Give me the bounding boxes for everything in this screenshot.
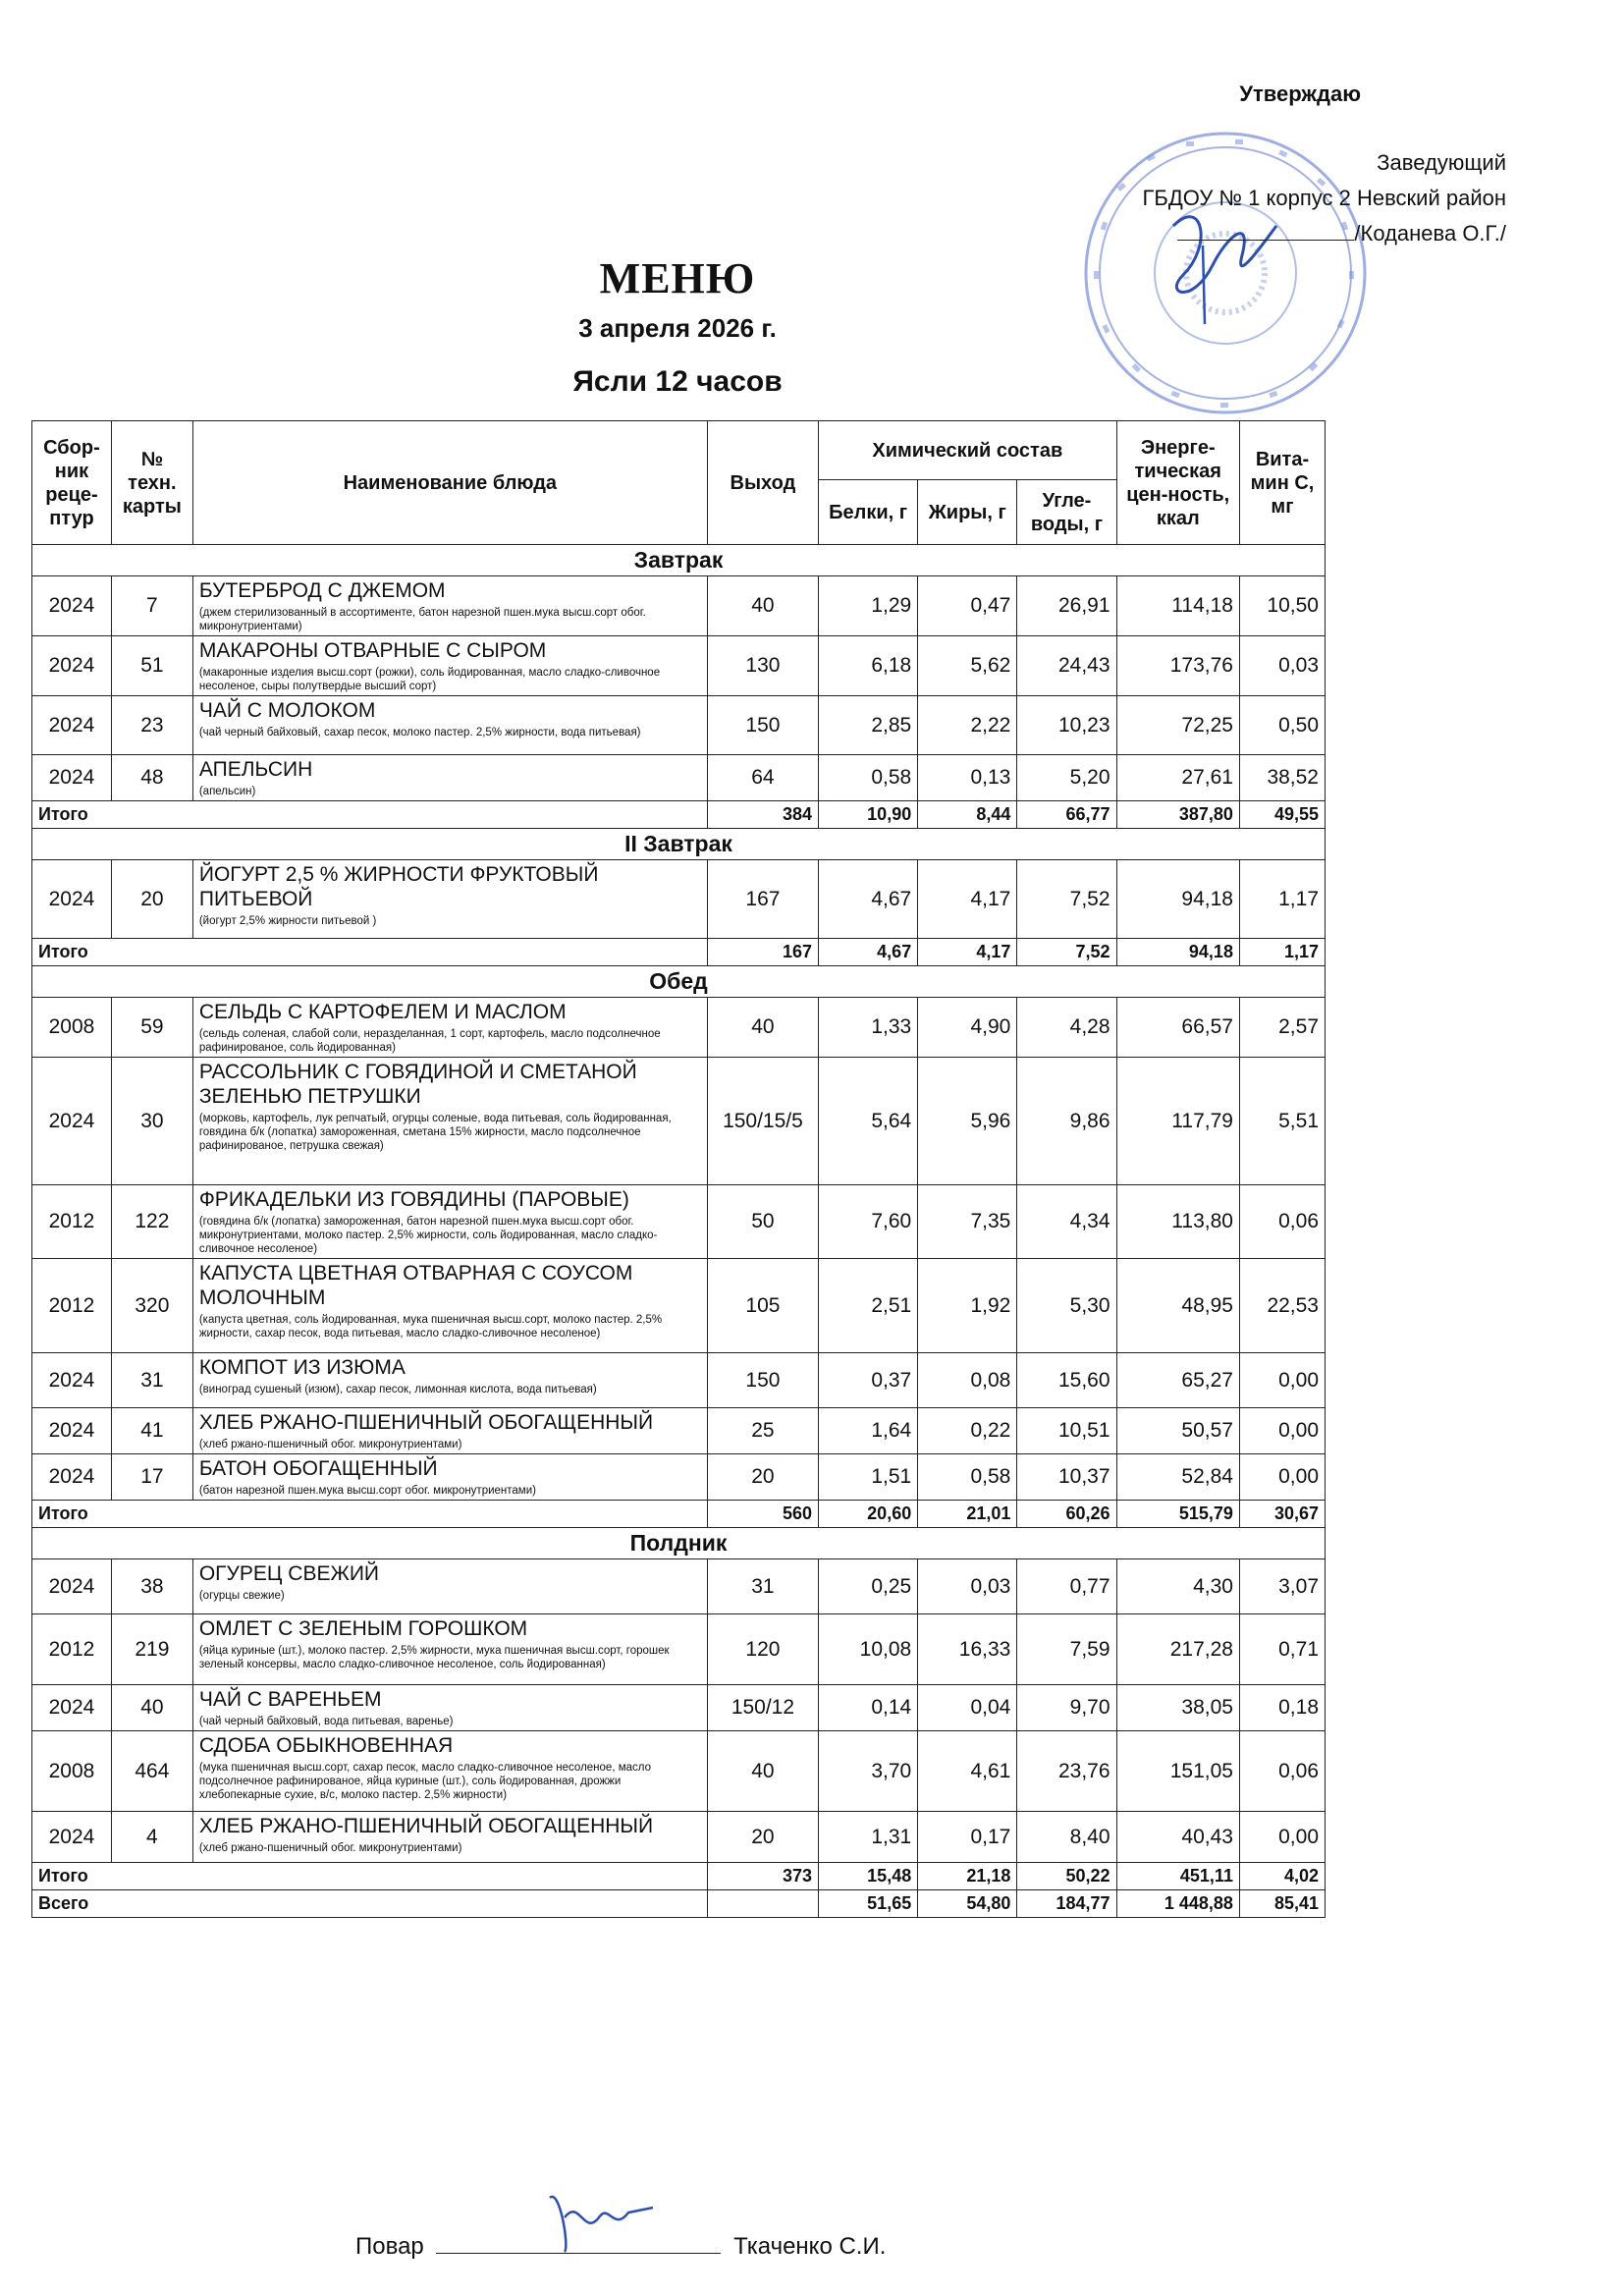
tech-card-cell: 41 bbox=[111, 1408, 192, 1454]
fat-cell: 4,17 bbox=[918, 860, 1017, 939]
approver-position: Заведующий bbox=[1377, 150, 1506, 175]
total-energy: 515,79 bbox=[1116, 1501, 1239, 1528]
carbs-cell: 0,77 bbox=[1017, 1559, 1116, 1614]
energy-cell: 40,43 bbox=[1116, 1812, 1239, 1863]
vitamin-cell: 2,57 bbox=[1239, 998, 1325, 1058]
total-label: Итого bbox=[32, 939, 708, 966]
dish-ingredients: (йогурт 2,5% жирности питьевой ) bbox=[198, 915, 377, 927]
table-row bbox=[32, 576, 1326, 636]
fat-cell: 0,08 bbox=[918, 1353, 1017, 1408]
protein-cell: 1,33 bbox=[819, 998, 918, 1058]
fat-cell: 0,47 bbox=[918, 576, 1017, 636]
grand-total-fat: 54,80 bbox=[918, 1890, 1017, 1918]
carbs-cell: 5,30 bbox=[1017, 1259, 1116, 1353]
protein-cell: 0,37 bbox=[819, 1353, 918, 1408]
dish-ingredients: (апельсин) bbox=[198, 786, 256, 797]
total-energy: 94,18 bbox=[1116, 939, 1239, 966]
approval-block bbox=[1142, 77, 1506, 251]
fat-cell: 1,92 bbox=[918, 1259, 1017, 1353]
total-label: Итого bbox=[32, 1501, 708, 1528]
energy-cell: 52,84 bbox=[1116, 1454, 1239, 1501]
dish-name: ОГУРЕЦ СВЕЖИЙ bbox=[198, 1562, 380, 1585]
footer bbox=[355, 2227, 886, 2261]
approver-signature-line bbox=[1177, 216, 1354, 241]
table-row bbox=[32, 998, 1326, 1058]
protein-cell: 1,51 bbox=[819, 1454, 918, 1501]
table-row bbox=[32, 636, 1326, 696]
dish-cell bbox=[192, 1185, 707, 1259]
dish-ingredients: (макаронные изделия высш.сорт (рожки), соль йодированная, масло сладко-сливочное несоленое, сыры полутвердые высший сорт) bbox=[198, 667, 661, 692]
dish-cell bbox=[192, 1454, 707, 1501]
page-title: МЕНЮ bbox=[599, 254, 756, 302]
section-title: II Завтрак bbox=[32, 829, 1326, 860]
table-row bbox=[32, 1559, 1326, 1614]
vitamin-cell: 0,00 bbox=[1239, 1454, 1325, 1501]
fat-cell: 4,61 bbox=[918, 1731, 1017, 1812]
total-label: Итого bbox=[32, 801, 708, 829]
dish-cell bbox=[192, 1559, 707, 1614]
energy-cell: 151,05 bbox=[1116, 1731, 1239, 1812]
recipe-book-cell: 2024 bbox=[32, 696, 112, 755]
fat-cell: 5,62 bbox=[918, 636, 1017, 696]
dish-ingredients: (огурцы свежие) bbox=[198, 1590, 285, 1602]
recipe-book-cell: 2024 bbox=[32, 755, 112, 801]
section-header-row bbox=[32, 1528, 1326, 1559]
cook-name: Ткаченко С.И. bbox=[733, 2233, 887, 2260]
recipe-book-cell: 2024 bbox=[32, 1812, 112, 1863]
total-output: 384 bbox=[707, 801, 818, 829]
carbs-cell: 26,91 bbox=[1017, 576, 1116, 636]
dish-name: СДОБА ОБЫКНОВЕННАЯ bbox=[198, 1734, 454, 1757]
protein-cell: 1,31 bbox=[819, 1812, 918, 1863]
protein-cell: 6,18 bbox=[819, 636, 918, 696]
tech-card-cell: 320 bbox=[111, 1259, 192, 1353]
dish-ingredients: (батон нарезной пшен.мука высш.сорт обог. микронутриентами) bbox=[198, 1485, 536, 1497]
total-output: 167 bbox=[707, 939, 818, 966]
table-row bbox=[32, 1058, 1326, 1185]
energy-cell: 114,18 bbox=[1116, 576, 1239, 636]
fat-cell: 16,33 bbox=[918, 1614, 1017, 1685]
section-title: Обед bbox=[32, 966, 1326, 998]
energy-cell: 27,61 bbox=[1116, 755, 1239, 801]
tech-card-cell: 464 bbox=[111, 1731, 192, 1812]
recipe-book-cell: 2012 bbox=[32, 1614, 112, 1685]
recipe-book-cell: 2024 bbox=[32, 1559, 112, 1614]
carbs-cell: 8,40 bbox=[1017, 1812, 1116, 1863]
vitamin-cell: 0,50 bbox=[1239, 696, 1325, 755]
output-cell: 40 bbox=[707, 998, 818, 1058]
dish-ingredients: (мука пшеничная высш.сорт, сахар песок, масло сладко-сливочное несоленое, масло подсолнечное рафинированое, яйца куриные (шт.), соль йодированная, дрожжи хлебопекарные сухие, в/с, молоко пастер. 2,5% жирности) bbox=[198, 1762, 652, 1801]
tech-card-cell: 219 bbox=[111, 1614, 192, 1685]
total-output: 560 bbox=[707, 1501, 818, 1528]
grand-total-output bbox=[707, 1890, 818, 1918]
recipe-book-cell: 2008 bbox=[32, 1731, 112, 1812]
header-chem: Химический состав bbox=[819, 421, 1116, 480]
header-book: Сбор-ник реце-птур bbox=[32, 421, 112, 545]
section-header-row bbox=[32, 966, 1326, 998]
vitamin-cell: 0,03 bbox=[1239, 636, 1325, 696]
output-cell: 130 bbox=[707, 636, 818, 696]
total-row bbox=[32, 1863, 1326, 1890]
fat-cell: 0,13 bbox=[918, 755, 1017, 801]
recipe-book-cell: 2024 bbox=[32, 1353, 112, 1408]
grand-total-energy: 1 448,88 bbox=[1116, 1890, 1239, 1918]
menu-table bbox=[31, 420, 1326, 1918]
carbs-cell: 5,20 bbox=[1017, 755, 1116, 801]
carbs-cell: 23,76 bbox=[1017, 1731, 1116, 1812]
protein-cell: 2,85 bbox=[819, 696, 918, 755]
table-row bbox=[32, 755, 1326, 801]
energy-cell: 113,80 bbox=[1116, 1185, 1239, 1259]
energy-cell: 50,57 bbox=[1116, 1408, 1239, 1454]
recipe-book-cell: 2024 bbox=[32, 1454, 112, 1501]
output-cell: 40 bbox=[707, 576, 818, 636]
tech-card-cell: 51 bbox=[111, 636, 192, 696]
section-title: Завтрак bbox=[32, 545, 1326, 576]
energy-cell: 4,30 bbox=[1116, 1559, 1239, 1614]
dish-ingredients: (хлеб ржано-пшеничный обог. микронутриентами) bbox=[198, 1439, 462, 1450]
dish-name: СЕЛЬДЬ С КАРТОФЕЛЕМ И МАСЛОМ bbox=[198, 1001, 567, 1023]
energy-cell: 94,18 bbox=[1116, 860, 1239, 939]
table-row bbox=[32, 1731, 1326, 1812]
dish-name: БУТЕРБРОД С ДЖЕМОМ bbox=[198, 579, 446, 602]
total-energy: 451,11 bbox=[1116, 1863, 1239, 1890]
total-fat: 8,44 bbox=[918, 801, 1017, 829]
dish-cell bbox=[192, 636, 707, 696]
carbs-cell: 9,86 bbox=[1017, 1058, 1116, 1185]
vitamin-cell: 0,00 bbox=[1239, 1408, 1325, 1454]
approver-name: /Коданева О.Г./ bbox=[1354, 221, 1506, 246]
dish-cell bbox=[192, 696, 707, 755]
vitamin-cell: 3,07 bbox=[1239, 1559, 1325, 1614]
fat-cell: 0,22 bbox=[918, 1408, 1017, 1454]
output-cell: 31 bbox=[707, 1559, 818, 1614]
dish-cell bbox=[192, 1685, 707, 1731]
energy-cell: 38,05 bbox=[1116, 1685, 1239, 1731]
total-row bbox=[32, 801, 1326, 829]
output-cell: 25 bbox=[707, 1408, 818, 1454]
output-cell: 120 bbox=[707, 1614, 818, 1685]
table-row bbox=[32, 1408, 1326, 1454]
dish-name: КАПУСТА ЦВЕТНАЯ ОТВАРНАЯ С СОУСОМ МОЛОЧНЫМ bbox=[198, 1262, 633, 1309]
output-cell: 20 bbox=[707, 1812, 818, 1863]
vitamin-cell: 22,53 bbox=[1239, 1259, 1325, 1353]
output-cell: 40 bbox=[707, 1731, 818, 1812]
section-title: Полдник bbox=[32, 1528, 1326, 1559]
fat-cell: 5,96 bbox=[918, 1058, 1017, 1185]
carbs-cell: 4,28 bbox=[1017, 998, 1116, 1058]
protein-cell: 1,64 bbox=[819, 1408, 918, 1454]
table-row bbox=[32, 1259, 1326, 1353]
total-vitamin: 49,55 bbox=[1239, 801, 1325, 829]
vitamin-cell: 0,06 bbox=[1239, 1185, 1325, 1259]
dish-cell bbox=[192, 1812, 707, 1863]
output-cell: 105 bbox=[707, 1259, 818, 1353]
total-output: 373 bbox=[707, 1863, 818, 1890]
energy-cell: 72,25 bbox=[1116, 696, 1239, 755]
output-cell: 150 bbox=[707, 696, 818, 755]
vitamin-cell: 0,06 bbox=[1239, 1731, 1325, 1812]
vitamin-cell: 0,71 bbox=[1239, 1614, 1325, 1685]
dish-cell bbox=[192, 576, 707, 636]
recipe-book-cell: 2008 bbox=[32, 998, 112, 1058]
dish-cell bbox=[192, 1259, 707, 1353]
cook-signature-line bbox=[436, 2227, 721, 2254]
carbs-cell: 7,52 bbox=[1017, 860, 1116, 939]
energy-cell: 48,95 bbox=[1116, 1259, 1239, 1353]
fat-cell: 0,58 bbox=[918, 1454, 1017, 1501]
menu-date: 3 апреля 2026 г. bbox=[578, 313, 777, 343]
table-row bbox=[32, 696, 1326, 755]
recipe-book-cell: 2024 bbox=[32, 1685, 112, 1731]
grand-total-protein: 51,65 bbox=[819, 1890, 918, 1918]
energy-cell: 173,76 bbox=[1116, 636, 1239, 696]
fat-cell: 7,35 bbox=[918, 1185, 1017, 1259]
table-row bbox=[32, 1185, 1326, 1259]
dish-name: ХЛЕБ РЖАНО-ПШЕНИЧНЫЙ ОБОГАЩЕННЫЙ bbox=[198, 1815, 654, 1837]
tech-card-cell: 4 bbox=[111, 1812, 192, 1863]
protein-cell: 0,14 bbox=[819, 1685, 918, 1731]
output-cell: 167 bbox=[707, 860, 818, 939]
total-row bbox=[32, 1501, 1326, 1528]
output-cell: 20 bbox=[707, 1454, 818, 1501]
fat-cell: 2,22 bbox=[918, 696, 1017, 755]
tech-card-cell: 23 bbox=[111, 696, 192, 755]
total-fat: 21,01 bbox=[918, 1501, 1017, 1528]
total-carbs: 66,77 bbox=[1017, 801, 1116, 829]
title-block bbox=[471, 253, 884, 399]
energy-cell: 117,79 bbox=[1116, 1058, 1239, 1185]
total-row bbox=[32, 939, 1326, 966]
dish-ingredients: (хлеб ржано-пшеничный обог. микронутриентами) bbox=[198, 1842, 462, 1854]
dish-name: БАТОН ОБОГАЩЕННЫЙ bbox=[198, 1457, 438, 1480]
dish-name: МАКАРОНЫ ОТВАРНЫЕ С СЫРОМ bbox=[198, 639, 547, 662]
header-card: № техн. карты bbox=[111, 421, 192, 545]
header-protein: Белки, г bbox=[819, 480, 918, 545]
recipe-book-cell: 2012 bbox=[32, 1185, 112, 1259]
total-carbs: 7,52 bbox=[1017, 939, 1116, 966]
fat-cell: 0,03 bbox=[918, 1559, 1017, 1614]
tech-card-cell: 7 bbox=[111, 576, 192, 636]
recipe-book-cell: 2012 bbox=[32, 1259, 112, 1353]
tech-card-cell: 31 bbox=[111, 1353, 192, 1408]
recipe-book-cell: 2024 bbox=[32, 576, 112, 636]
dish-cell bbox=[192, 755, 707, 801]
vitamin-cell: 0,18 bbox=[1239, 1685, 1325, 1731]
total-fat: 4,17 bbox=[918, 939, 1017, 966]
dish-cell bbox=[192, 1353, 707, 1408]
carbs-cell: 9,70 bbox=[1017, 1685, 1116, 1731]
carbs-cell: 10,23 bbox=[1017, 696, 1116, 755]
tech-card-cell: 30 bbox=[111, 1058, 192, 1185]
dish-name: ФРИКАДЕЛЬКИ ИЗ ГОВЯДИНЫ (ПАРОВЫЕ) bbox=[198, 1188, 629, 1211]
dish-name: РАССОЛЬНИК С ГОВЯДИНОЙ И СМЕТАНОЙ ЗЕЛЕНЬЮ ПЕТРУШКИ bbox=[198, 1061, 637, 1108]
carbs-cell: 24,43 bbox=[1017, 636, 1116, 696]
energy-cell: 217,28 bbox=[1116, 1614, 1239, 1685]
grand-total-carbs: 184,77 bbox=[1017, 1890, 1116, 1918]
header-energy: Энерге-тическая цен-ность, ккал bbox=[1116, 421, 1239, 545]
tech-card-cell: 17 bbox=[111, 1454, 192, 1501]
total-protein: 20,60 bbox=[819, 1501, 918, 1528]
dish-ingredients: (яйца куриные (шт.), молоко пастер. 2,5% жирности, мука пшеничная высш.сорт, горошек зеленый консервы, масло сладко-сливочное несоленое, соль йодированная) bbox=[198, 1645, 670, 1670]
dish-ingredients: (морковь, картофель, лук репчатый, огурцы соленые, вода питьевая, соль йодированная, говядина б/к (лопатка) замороженная, сметана 15% жирности, масло подсолнечное рафинированое, петрушка свежая) bbox=[198, 1113, 672, 1152]
protein-cell: 5,64 bbox=[819, 1058, 918, 1185]
recipe-book-cell: 2024 bbox=[32, 1058, 112, 1185]
menu-body bbox=[32, 545, 1326, 1918]
carbs-cell: 15,60 bbox=[1017, 1353, 1116, 1408]
grand-total-label: Всего bbox=[32, 1890, 708, 1918]
section-header-row bbox=[32, 545, 1326, 576]
section-header-row bbox=[32, 829, 1326, 860]
dish-ingredients: (сельдь соленая, слабой соли, неразделанная, 1 сорт, картофель, масло подсолнечное рафинированое, соль йодированная) bbox=[198, 1028, 661, 1054]
recipe-book-cell: 2024 bbox=[32, 636, 112, 696]
vitamin-cell: 10,50 bbox=[1239, 576, 1325, 636]
tech-card-cell: 122 bbox=[111, 1185, 192, 1259]
dish-ingredients: (чай черный байховый, сахар песок, молоко пастер. 2,5% жирности, вода питьевая) bbox=[198, 727, 641, 738]
menu-group: Ясли 12 часов bbox=[572, 365, 783, 398]
output-cell: 50 bbox=[707, 1185, 818, 1259]
total-protein: 10,90 bbox=[819, 801, 918, 829]
protein-cell: 7,60 bbox=[819, 1185, 918, 1259]
header-output: Выход bbox=[707, 421, 818, 545]
protein-cell: 4,67 bbox=[819, 860, 918, 939]
dish-ingredients: (джем стерилизованный в ассортименте, батон нарезной пшен.мука высш.сорт обог. микронутриентами) bbox=[198, 607, 646, 632]
dish-name: КОМПОТ ИЗ ИЗЮМА bbox=[198, 1356, 406, 1379]
dish-cell bbox=[192, 1058, 707, 1185]
total-label: Итого bbox=[32, 1863, 708, 1890]
cook-role: Повар bbox=[355, 2233, 424, 2260]
table-row bbox=[32, 860, 1326, 939]
energy-cell: 66,57 bbox=[1116, 998, 1239, 1058]
protein-cell: 10,08 bbox=[819, 1614, 918, 1685]
protein-cell: 0,58 bbox=[819, 755, 918, 801]
table-row bbox=[32, 1614, 1326, 1685]
protein-cell: 0,25 bbox=[819, 1559, 918, 1614]
dish-name: ЙОГУРТ 2,5 % ЖИРНОСТИ ФРУКТОВЫЙ ПИТЬЕВОЙ bbox=[198, 863, 599, 910]
dish-name: ХЛЕБ РЖАНО-ПШЕНИЧНЫЙ ОБОГАЩЕННЫЙ bbox=[198, 1411, 654, 1434]
total-vitamin: 4,02 bbox=[1239, 1863, 1325, 1890]
dish-name: ОМЛЕТ С ЗЕЛЕНЫМ ГОРОШКОМ bbox=[198, 1617, 528, 1640]
total-energy: 387,80 bbox=[1116, 801, 1239, 829]
dish-ingredients: (говядина б/к (лопатка) замороженная, батон нарезной пшен.мука высш.сорт обог. микронутриентами, молоко пастер. 2,5% жирности, соль йодированная, масло сладко-сливочное несоленое) bbox=[198, 1216, 658, 1255]
table-row bbox=[32, 1454, 1326, 1501]
carbs-cell: 10,37 bbox=[1017, 1454, 1116, 1501]
carbs-cell: 4,34 bbox=[1017, 1185, 1116, 1259]
table-row bbox=[32, 1685, 1326, 1731]
recipe-book-cell: 2024 bbox=[32, 860, 112, 939]
tech-card-cell: 40 bbox=[111, 1685, 192, 1731]
header-fat: Жиры, г bbox=[918, 480, 1017, 545]
dish-cell bbox=[192, 1731, 707, 1812]
tech-card-cell: 38 bbox=[111, 1559, 192, 1614]
fat-cell: 4,90 bbox=[918, 998, 1017, 1058]
output-cell: 150 bbox=[707, 1353, 818, 1408]
output-cell: 150/12 bbox=[707, 1685, 818, 1731]
grand-total-row bbox=[32, 1890, 1326, 1918]
header-carbs: Угле-воды, г bbox=[1017, 480, 1116, 545]
dish-name: ЧАЙ С МОЛОКОМ bbox=[198, 699, 376, 722]
vitamin-cell: 5,51 bbox=[1239, 1058, 1325, 1185]
dish-cell bbox=[192, 1614, 707, 1685]
grand-total-vitamin: 85,41 bbox=[1239, 1890, 1325, 1918]
fat-cell: 0,04 bbox=[918, 1685, 1017, 1731]
dish-cell bbox=[192, 860, 707, 939]
total-protein: 15,48 bbox=[819, 1863, 918, 1890]
recipe-book-cell: 2024 bbox=[32, 1408, 112, 1454]
tech-card-cell: 20 bbox=[111, 860, 192, 939]
fat-cell: 0,17 bbox=[918, 1812, 1017, 1863]
vitamin-cell: 0,00 bbox=[1239, 1812, 1325, 1863]
dish-ingredients: (капуста цветная, соль йодированная, мука пшеничная высш.сорт, молоко пастер. 2,5% жирности, сахар песок, вода питьевая, масло сладко-сливочное несоленое) bbox=[198, 1314, 663, 1339]
table-row bbox=[32, 1353, 1326, 1408]
approver-org: ГБДОУ № 1 корпус 2 Невский район bbox=[1142, 186, 1506, 210]
dish-ingredients: (чай черный байховый, вода питьевая, варенье) bbox=[198, 1716, 454, 1727]
approve-label: Утверждаю bbox=[1239, 82, 1361, 106]
protein-cell: 1,29 bbox=[819, 576, 918, 636]
dish-name: АПЕЛЬСИН bbox=[198, 758, 313, 781]
table-row bbox=[32, 1812, 1326, 1863]
total-carbs: 50,22 bbox=[1017, 1863, 1116, 1890]
dish-ingredients: (виноград сушеный (изюм), сахар песок, лимонная кислота, вода питьевая) bbox=[198, 1384, 597, 1395]
vitamin-cell: 0,00 bbox=[1239, 1353, 1325, 1408]
energy-cell: 65,27 bbox=[1116, 1353, 1239, 1408]
protein-cell: 2,51 bbox=[819, 1259, 918, 1353]
total-protein: 4,67 bbox=[819, 939, 918, 966]
protein-cell: 3,70 bbox=[819, 1731, 918, 1812]
total-carbs: 60,26 bbox=[1017, 1501, 1116, 1528]
vitamin-cell: 1,17 bbox=[1239, 860, 1325, 939]
tech-card-cell: 59 bbox=[111, 998, 192, 1058]
vitamin-cell: 38,52 bbox=[1239, 755, 1325, 801]
output-cell: 64 bbox=[707, 755, 818, 801]
total-vitamin: 1,17 bbox=[1239, 939, 1325, 966]
dish-cell bbox=[192, 1408, 707, 1454]
total-vitamin: 30,67 bbox=[1239, 1501, 1325, 1528]
dish-name: ЧАЙ С ВАРЕНЬЕМ bbox=[198, 1688, 382, 1711]
total-fat: 21,18 bbox=[918, 1863, 1017, 1890]
header-dish: Наименование блюда bbox=[192, 421, 707, 545]
dish-cell bbox=[192, 998, 707, 1058]
output-cell: 150/15/5 bbox=[707, 1058, 818, 1185]
carbs-cell: 7,59 bbox=[1017, 1614, 1116, 1685]
carbs-cell: 10,51 bbox=[1017, 1408, 1116, 1454]
header-vitamin: Вита-мин С, мг bbox=[1239, 421, 1325, 545]
tech-card-cell: 48 bbox=[111, 755, 192, 801]
